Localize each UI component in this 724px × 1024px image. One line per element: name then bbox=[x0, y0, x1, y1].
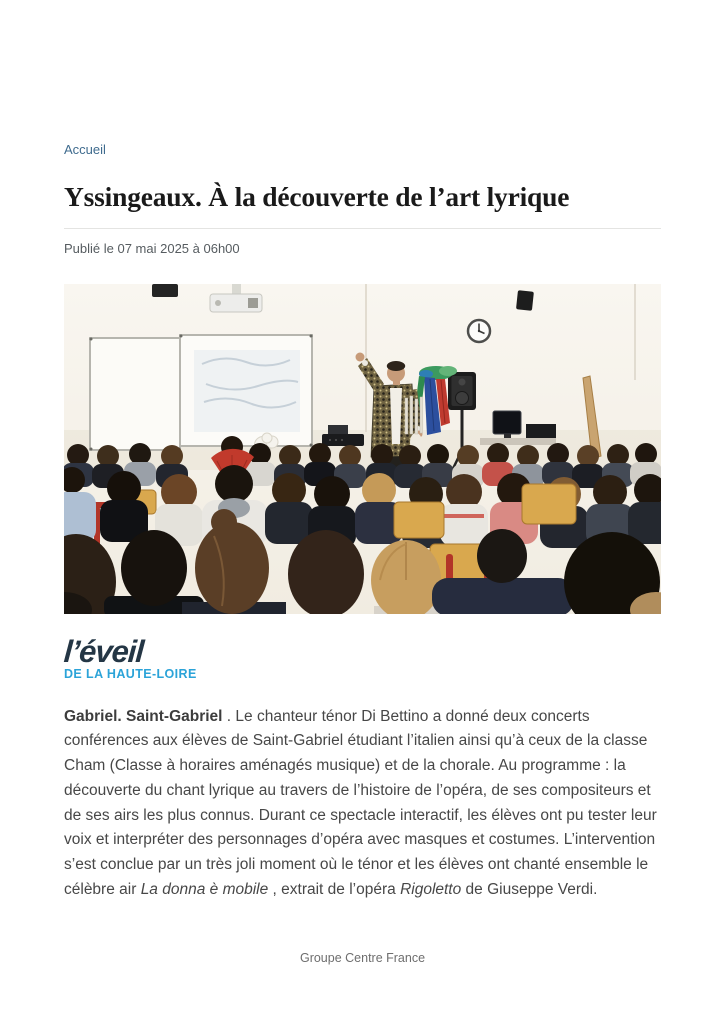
paragraph-segment: de Giuseppe Verdi. bbox=[461, 881, 598, 899]
leveil-logo-region: DE LA HAUTE-LOIRE bbox=[64, 667, 197, 681]
article-title: Yssingeaux. À la découverte de l’art lyrique bbox=[64, 181, 570, 212]
breadcrumb-accueil-link[interactable]: Accueil bbox=[64, 142, 106, 157]
wall-clock bbox=[468, 320, 490, 342]
classroom-photo-illustration bbox=[64, 284, 661, 614]
whiteboards bbox=[90, 335, 313, 451]
paragraph-segment: La donna è mobile bbox=[140, 881, 269, 899]
publish-date: Publié le 07 mai 2025 à 06h00 bbox=[64, 241, 240, 256]
title-divider bbox=[64, 228, 661, 229]
article-body bbox=[64, 705, 661, 903]
wall-speaker-right bbox=[516, 290, 534, 311]
paragraph-segment: Rigoletto bbox=[400, 881, 462, 899]
article-photo bbox=[64, 284, 661, 614]
paragraph-segment: . Le chanteur ténor Di Bettino a donné deux concerts conférences aux élèves de Saint-Gabriel étudiant l’italien ainsi qu’à ceux de la classe Cham (Classe à horaires aménagés musique) et de la chorale. Au programme : la découverte du chant lyrique au travers de l’histoire de l’opéra, de ses compositeurs et de ses airs les plus connus. Durant ce spectacle interactif, les élèves ont pu tester leur voix et interpréter des personnages d’opéra avec masques et costumes. L’intervention s’est conclue par un très joli moment où le ténor et les élèves ont chanté ensemble le célèbre air bbox=[64, 707, 657, 899]
leveil-logo-name: l’éveil bbox=[62, 634, 145, 669]
wall-speaker-left bbox=[152, 284, 178, 297]
paragraph-segment: Gabriel. Saint-Gabriel bbox=[64, 707, 223, 725]
paragraph-segment: , extrait de l’opéra bbox=[268, 881, 401, 899]
footer-text: Groupe Centre France bbox=[299, 950, 426, 965]
leveil-logo[interactable] bbox=[64, 636, 661, 681]
